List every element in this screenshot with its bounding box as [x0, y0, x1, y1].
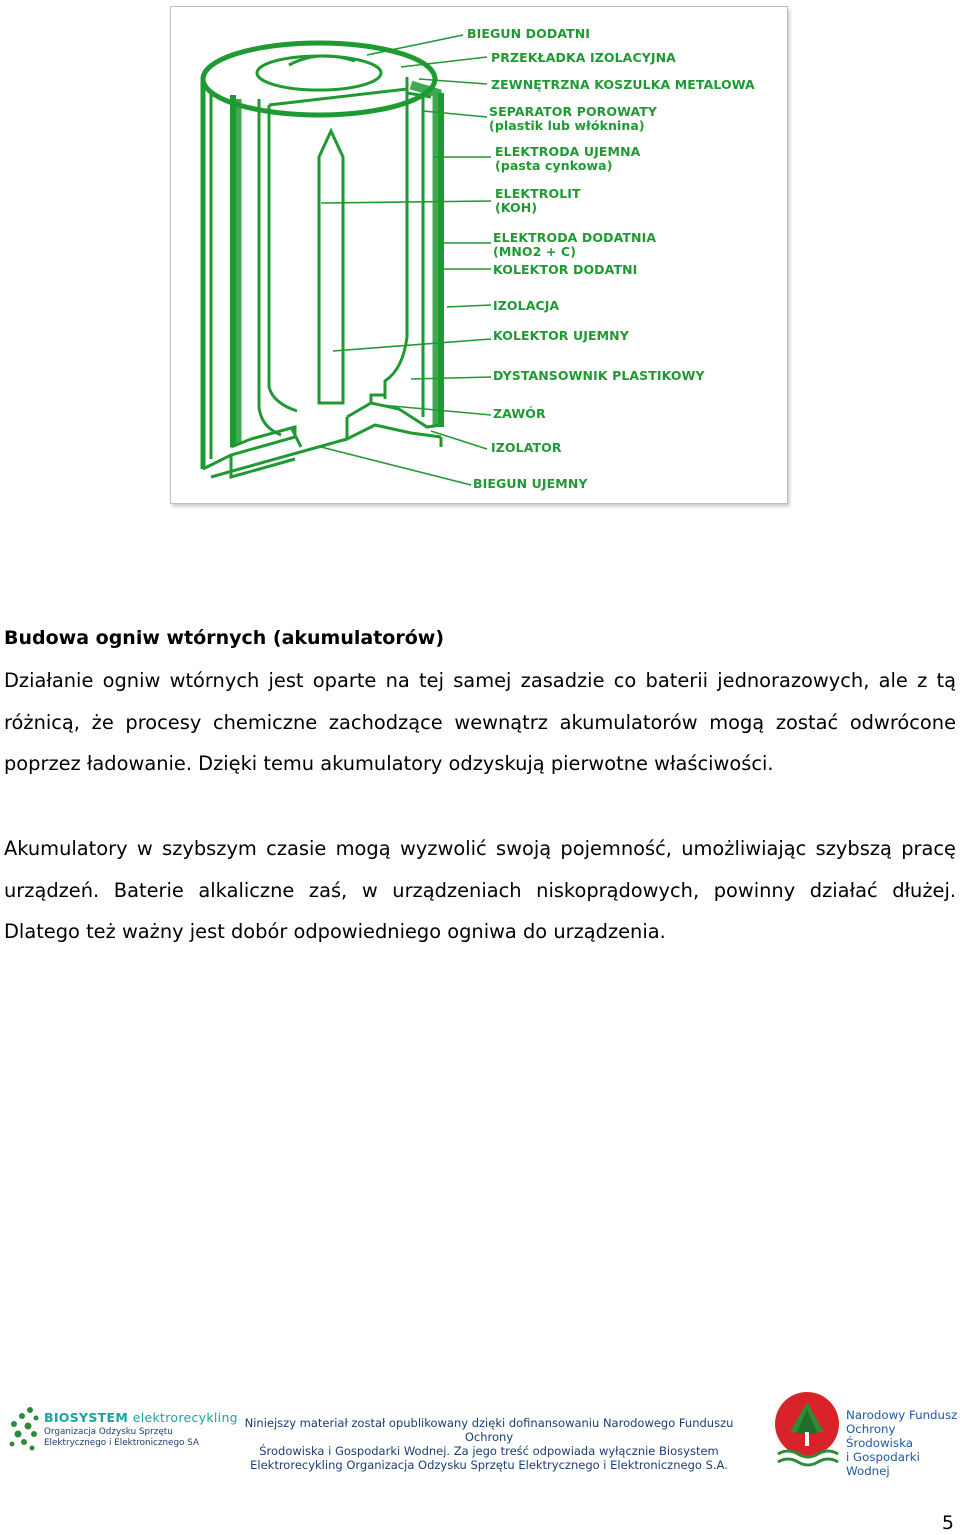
- battery-diagram: [170, 6, 788, 504]
- label-izolacja: IZOLACJA: [493, 298, 560, 313]
- biosystem-name: BIOSYSTEM: [44, 1410, 129, 1425]
- label-kolektor-ujemny: KOLEKTOR UJEMNY: [493, 328, 629, 343]
- battery-outline: [203, 43, 441, 477]
- label-kolektor-dodatni: KOLEKTOR DODATNI: [493, 262, 638, 277]
- nfosigw-logo: [772, 1388, 958, 1478]
- paragraph-1: Działanie ogniw wtórnych jest oparte na tej samej zasadzie co baterii jednorazowych, ale z tą różnicą, że procesy chemiczne zachodzące wewnątrz akumulatorów mogą zostać odwrócone poprzez ładowanie. Dzięki temu akumulatory odzyskują pierwotne właściwości.: [4, 669, 956, 775]
- paragraph-2: Akumulatory w szybszym czasie mogą wyzwolić swoją pojemność, umożliwiając szybszą pracę urządzeń. Baterie alkaliczne zaś, w urządzeniach niskoprądowych, powinny działać dłużej. Dlatego też ważny jest dobór odpowiedniego ogniwa do urządzenia.: [4, 837, 956, 943]
- label-elektrolit: ELEKTROLIT (KOH): [495, 186, 581, 215]
- nfosigw-emblem-icon: [772, 1388, 842, 1470]
- biosystem-title: [44, 1410, 238, 1425]
- label-izolator: IZOLATOR: [491, 440, 562, 455]
- biosystem-subtitle: Organizacja Odzysku Sprzętu Elektrycznego i Elektronicznego SA: [44, 1427, 199, 1448]
- label-dystansownik: DYSTANSOWNIK PLASTIKOWY: [493, 368, 705, 383]
- nfosigw-name: Narodowy Fundusz Ochrony Środowiska i Gospodarki Wodnej: [846, 1408, 958, 1478]
- biosystem-mark-icon: [8, 1404, 42, 1456]
- label-biegun-ujemny: BIEGUN UJEMNY: [473, 476, 588, 491]
- section-heading: Budowa ogniw wtórnych (akumulatorów): [4, 627, 445, 649]
- biosystem-logo: [8, 1404, 238, 1460]
- label-przekladka-izolacyjna: PRZEKŁADKA IZOLACYJNA: [491, 50, 676, 65]
- label-elektroda-ujemna: ELEKTRODA UJEMNA (pasta cynkowa): [495, 144, 641, 173]
- label-elektroda-dodatnia: ELEKTRODA DODATNIA (MNO2 + C): [493, 230, 657, 259]
- biosystem-suffix: elektrorecykling: [132, 1410, 238, 1425]
- label-zewnetrzna-koszulka: ZEWNĘTRZNA KOSZULKA METALOWA: [491, 77, 755, 92]
- page-number: 5: [941, 1512, 954, 1534]
- label-zawor: ZAWÓR: [493, 406, 546, 421]
- label-biegun-dodatni: BIEGUN DODATNI: [467, 26, 591, 41]
- funding-note: Niniejszy materiał został opublikowany dzięki dofinansowaniu Narodowego Funduszu Ochrony Środowiska i Gospodarki Wodnej. Za jego treść odpowiada wyłącznie Biosystem Elektrorecykling Organizacja Odzysku Sprzętu Elektrycznego i Elektronicznego S.A.: [244, 1416, 734, 1472]
- label-separator-porowaty: SEPARATOR POROWATY (plastik lub włóknina): [489, 104, 658, 133]
